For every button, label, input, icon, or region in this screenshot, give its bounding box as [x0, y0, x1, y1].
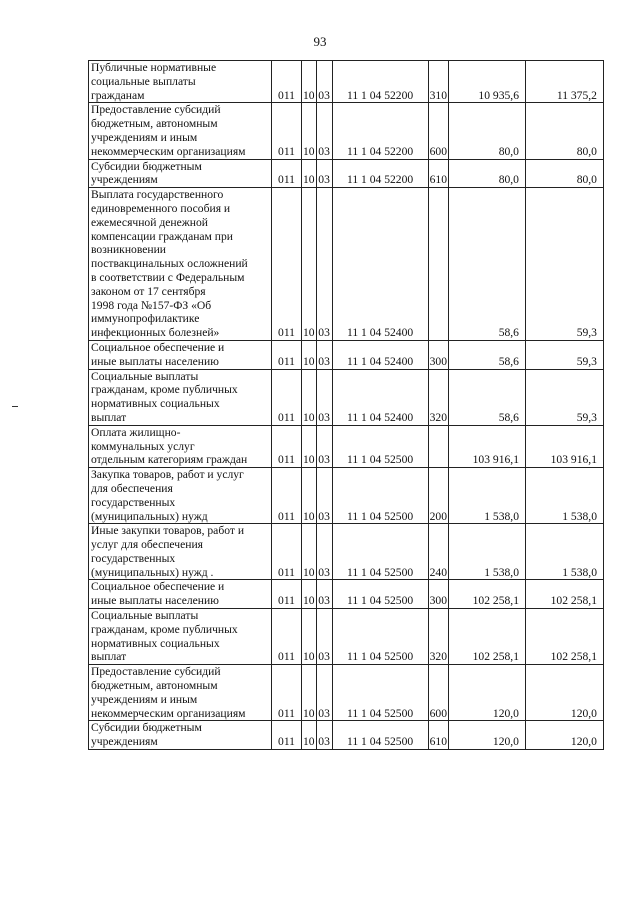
- admin-code: 011: [272, 188, 302, 341]
- amount-year-2: 59,3: [525, 369, 603, 425]
- row-name-line: выплат: [91, 410, 127, 424]
- row-name-line: некоммерческим организациям: [91, 144, 246, 158]
- row-name-line: учреждениям: [91, 173, 158, 187]
- expense-type-code: 320: [428, 609, 448, 665]
- row-name: [89, 524, 272, 580]
- amount-year-2: 120,0: [525, 665, 603, 721]
- expense-type-code: 200: [428, 468, 448, 524]
- target-article-code: 11 1 04 52200: [332, 103, 428, 159]
- amount-year-1: 103 916,1: [448, 425, 525, 467]
- subsection-code: 03: [316, 609, 332, 665]
- row-name-line: Предоставление субсидий: [91, 103, 221, 117]
- row-name: [89, 580, 272, 609]
- amount-year-1: 80,0: [448, 159, 525, 188]
- row-name-line: инфекционных болезней»: [91, 326, 220, 340]
- table-row: [89, 159, 604, 188]
- row-name: [89, 61, 272, 103]
- target-article-code: 11 1 04 52200: [332, 159, 428, 188]
- admin-code: 011: [272, 721, 302, 750]
- target-article-code: 11 1 04 52400: [332, 340, 428, 369]
- expense-type-code: 600: [428, 103, 448, 159]
- amount-year-1: 1 538,0: [448, 468, 525, 524]
- section-code: 10: [302, 188, 317, 341]
- row-name-line: Предоставление субсидий: [91, 665, 221, 679]
- row-name: [89, 188, 272, 341]
- amount-year-2: 1 538,0: [525, 468, 603, 524]
- subsection-code: 03: [316, 580, 332, 609]
- admin-code: 011: [272, 340, 302, 369]
- row-name-line: Выплата государственного: [91, 188, 224, 202]
- expense-type-code: 300: [428, 340, 448, 369]
- row-name-line: в соответствии с Федеральным: [91, 270, 245, 284]
- row-name: [89, 369, 272, 425]
- row-name-line: нормативных социальных: [91, 397, 220, 411]
- subsection-code: 03: [316, 159, 332, 188]
- amount-year-1: 10 935,6: [448, 61, 525, 103]
- row-name-line: Социальные выплаты: [91, 609, 199, 623]
- target-article-code: 11 1 04 52500: [332, 468, 428, 524]
- subsection-code: 03: [316, 425, 332, 467]
- table-row: [89, 103, 604, 159]
- amount-year-2: 102 258,1: [525, 580, 603, 609]
- subsection-code: 03: [316, 103, 332, 159]
- row-name-line: ежемесячной денежной: [91, 215, 208, 229]
- row-name-line: поствакцинальных осложнений: [91, 257, 248, 271]
- row-name-line: учреждениям и иным: [91, 692, 198, 706]
- section-code: 10: [302, 721, 317, 750]
- amount-year-2: 103 916,1: [525, 425, 603, 467]
- budget-table: [88, 60, 604, 750]
- table-row: [89, 468, 604, 524]
- table-row: [89, 721, 604, 750]
- row-name: [89, 340, 272, 369]
- amount-year-1: 120,0: [448, 665, 525, 721]
- section-code: 10: [302, 665, 317, 721]
- amount-year-1: 102 258,1: [448, 609, 525, 665]
- subsection-code: 03: [316, 61, 332, 103]
- subsection-code: 03: [316, 721, 332, 750]
- row-name-line: государственных: [91, 551, 176, 565]
- expense-type-code: [428, 425, 448, 467]
- row-name-line: Субсидии бюджетным: [91, 721, 202, 735]
- section-code: 10: [302, 524, 317, 580]
- amount-year-2: 80,0: [525, 159, 603, 188]
- expense-type-code: 610: [428, 721, 448, 750]
- row-name-line: 1998 года №157-ФЗ «Об: [91, 298, 212, 312]
- row-name-line: гражданам, кроме публичных: [91, 383, 238, 397]
- expense-type-code: 320: [428, 369, 448, 425]
- expense-type-code: 240: [428, 524, 448, 580]
- subsection-code: 03: [316, 340, 332, 369]
- target-article-code: 11 1 04 52500: [332, 524, 428, 580]
- admin-code: 011: [272, 425, 302, 467]
- expense-type-code: 300: [428, 580, 448, 609]
- target-article-code: 11 1 04 52500: [332, 609, 428, 665]
- admin-code: 011: [272, 369, 302, 425]
- budget-table-body: [89, 61, 604, 750]
- section-code: 10: [302, 61, 317, 103]
- row-name-line: Закупка товаров, работ и услуг: [91, 468, 244, 482]
- row-name-line: возникновении: [91, 243, 166, 257]
- row-name-line: Субсидии бюджетным: [91, 159, 202, 173]
- expense-type-code: 310: [428, 61, 448, 103]
- amount-year-1: 58,6: [448, 340, 525, 369]
- target-article-code: 11 1 04 52400: [332, 369, 428, 425]
- row-name-line: иммунопрофилактике: [91, 312, 200, 326]
- section-code: 10: [302, 103, 317, 159]
- admin-code: 011: [272, 524, 302, 580]
- table-row: [89, 340, 604, 369]
- row-name-line: Социальное обеспечение и: [91, 340, 225, 354]
- target-article-code: 11 1 04 52500: [332, 721, 428, 750]
- row-name-line: Публичные нормативные: [91, 61, 217, 74]
- admin-code: 011: [272, 61, 302, 103]
- amount-year-2: 80,0: [525, 103, 603, 159]
- admin-code: 011: [272, 665, 302, 721]
- expense-type-code: 610: [428, 159, 448, 188]
- row-name: [89, 721, 272, 750]
- row-name-line: нормативных социальных: [91, 636, 220, 650]
- table-row: [89, 61, 604, 103]
- admin-code: 011: [272, 580, 302, 609]
- row-name-line: гражданам: [91, 88, 145, 102]
- subsection-code: 03: [316, 665, 332, 721]
- row-name-line: Социальное обеспечение и: [91, 580, 225, 594]
- row-name-line: учреждениям: [91, 735, 158, 749]
- section-code: 10: [302, 425, 317, 467]
- amount-year-2: 59,3: [525, 340, 603, 369]
- row-name-line: законом от 17 сентября: [91, 284, 206, 298]
- row-name-line: учреждениям и иным: [91, 130, 198, 144]
- amount-year-1: 58,6: [448, 369, 525, 425]
- amount-year-2: 102 258,1: [525, 609, 603, 665]
- row-name-line: Иные закупки товаров, работ и: [91, 524, 245, 538]
- admin-code: 011: [272, 159, 302, 188]
- amount-year-1: 120,0: [448, 721, 525, 750]
- amount-year-2: 120,0: [525, 721, 603, 750]
- amount-year-2: 59,3: [525, 188, 603, 341]
- section-code: 10: [302, 580, 317, 609]
- row-name: [89, 468, 272, 524]
- row-name-line: государственных: [91, 495, 176, 509]
- row-name: [89, 159, 272, 188]
- amount-year-1: 80,0: [448, 103, 525, 159]
- table-row: [89, 524, 604, 580]
- row-name: [89, 103, 272, 159]
- row-name-line: (муниципальных) нужд: [91, 509, 208, 523]
- margin-mark: [12, 406, 18, 407]
- row-name-line: компенсации гражданам при: [91, 229, 234, 243]
- target-article-code: 11 1 04 52200: [332, 61, 428, 103]
- target-article-code: 11 1 04 52500: [332, 665, 428, 721]
- amount-year-2: 1 538,0: [525, 524, 603, 580]
- target-article-code: 11 1 04 52500: [332, 580, 428, 609]
- row-name-line: Социальные выплаты: [91, 369, 199, 383]
- row-name-line: бюджетным, автономным: [91, 117, 218, 131]
- row-name-line: иные выплаты населению: [91, 354, 219, 368]
- section-code: 10: [302, 468, 317, 524]
- admin-code: 011: [272, 468, 302, 524]
- admin-code: 011: [272, 609, 302, 665]
- admin-code: 011: [272, 103, 302, 159]
- target-article-code: 11 1 04 52400: [332, 188, 428, 341]
- row-name-line: единовременного пособия и: [91, 201, 231, 215]
- expense-type-code: 600: [428, 665, 448, 721]
- table-row: [89, 425, 604, 467]
- row-name: [89, 609, 272, 665]
- row-name: [89, 425, 272, 467]
- row-name-line: иные выплаты населению: [91, 594, 219, 608]
- subsection-code: 03: [316, 369, 332, 425]
- expense-type-code: [428, 188, 448, 341]
- section-code: 10: [302, 159, 317, 188]
- row-name-line: Оплата жилищно-: [91, 425, 181, 439]
- row-name-line: отдельным категориям граждан: [91, 453, 248, 467]
- section-code: 10: [302, 340, 317, 369]
- amount-year-1: 102 258,1: [448, 580, 525, 609]
- row-name-line: услуг для обеспечения: [91, 538, 203, 552]
- subsection-code: 03: [316, 468, 332, 524]
- table-row: [89, 188, 604, 341]
- amount-year-1: 58,6: [448, 188, 525, 341]
- amount-year-2: 11 375,2: [525, 61, 603, 103]
- table-row: [89, 580, 604, 609]
- row-name-line: гражданам, кроме публичных: [91, 622, 238, 636]
- row-name-line: социальные выплаты: [91, 74, 196, 88]
- target-article-code: 11 1 04 52500: [332, 425, 428, 467]
- row-name-line: бюджетным, автономным: [91, 679, 218, 693]
- row-name-line: для обеспечения: [91, 481, 173, 495]
- subsection-code: 03: [316, 188, 332, 341]
- subsection-code: 03: [316, 524, 332, 580]
- table-row: [89, 665, 604, 721]
- row-name-line: некоммерческим организациям: [91, 706, 246, 720]
- table-row: [89, 369, 604, 425]
- section-code: 10: [302, 609, 317, 665]
- row-name: [89, 665, 272, 721]
- row-name-line: (муниципальных) нужд .: [91, 565, 214, 579]
- row-name-line: выплат: [91, 650, 127, 664]
- table-row: [89, 609, 604, 665]
- row-name-line: коммунальных услуг: [91, 439, 195, 453]
- page-number: 93: [313, 34, 327, 49]
- amount-year-1: 1 538,0: [448, 524, 525, 580]
- section-code: 10: [302, 369, 317, 425]
